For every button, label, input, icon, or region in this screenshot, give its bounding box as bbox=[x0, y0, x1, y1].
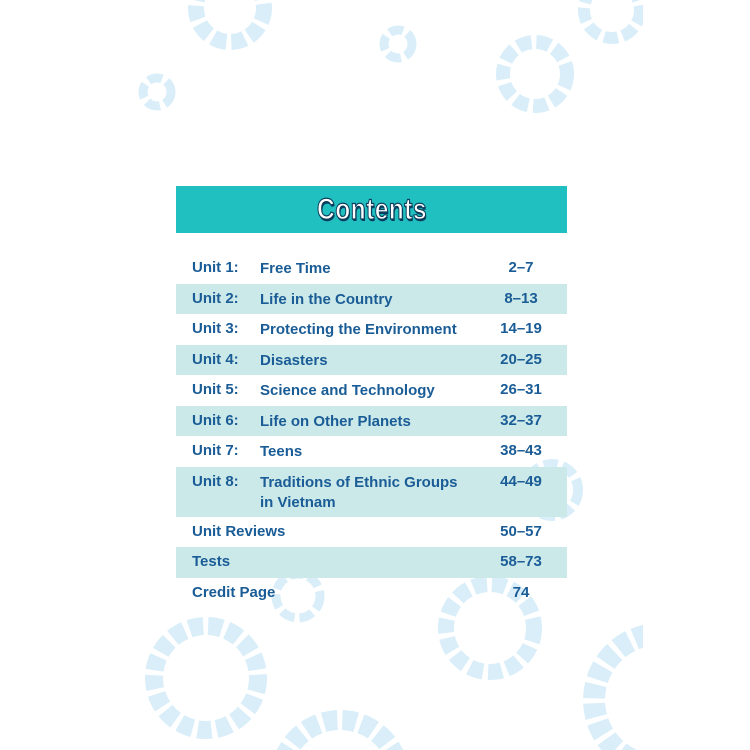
unit-number: Unit 8: bbox=[192, 472, 239, 490]
unit-title: Life on Other Planets bbox=[260, 412, 411, 430]
contents-row-unit-3 bbox=[176, 314, 567, 345]
unit-title: Teens bbox=[260, 443, 303, 460]
unit-title: Protecting the Environment bbox=[260, 321, 457, 338]
decor-ring bbox=[196, 0, 264, 42]
decor-ring bbox=[594, 634, 643, 750]
unit-title: Disasters bbox=[260, 351, 328, 369]
unit-number: Unit 7: bbox=[192, 442, 239, 459]
unit-number: Unit 4: bbox=[192, 350, 239, 368]
page-range: 50–57 bbox=[500, 522, 542, 540]
unit-title: Science and Technology bbox=[260, 382, 435, 399]
contents-row-unit-8 bbox=[176, 467, 567, 517]
unit-number: Unit 6: bbox=[192, 411, 239, 429]
unit-title bbox=[260, 473, 458, 513]
page-range: 44–49 bbox=[500, 472, 542, 490]
decor-ring bbox=[584, 0, 640, 38]
contents-row-tests bbox=[176, 547, 567, 578]
section-title: Tests bbox=[192, 553, 231, 570]
section-title: Credit Page bbox=[192, 583, 276, 601]
contents-row-unit-4 bbox=[176, 345, 567, 376]
contents-row-unit-7 bbox=[176, 436, 567, 467]
decor-ring bbox=[154, 626, 258, 730]
page-range: 74 bbox=[512, 583, 530, 601]
contents-row-unit-1 bbox=[176, 253, 567, 284]
page-range: 58–73 bbox=[500, 553, 542, 570]
contents-title: Contents bbox=[316, 192, 427, 226]
unit-title-line-1: Traditions of Ethnic Groups bbox=[260, 473, 458, 491]
page-range: 38–43 bbox=[500, 442, 542, 459]
contents-row-unit-reviews bbox=[176, 517, 567, 548]
decor-ring bbox=[503, 42, 567, 106]
unit-title: Life in the Country bbox=[260, 290, 393, 308]
contents-list bbox=[176, 253, 567, 608]
contents-row-credit-page bbox=[176, 578, 567, 609]
unit-title-line-2: in Vietnam bbox=[260, 493, 336, 511]
decor-ring bbox=[280, 720, 400, 750]
decor-ring bbox=[143, 78, 171, 106]
page-range: 2–7 bbox=[508, 259, 534, 276]
contents-row-unit-6 bbox=[176, 406, 567, 437]
unit-number: Unit 5: bbox=[192, 381, 239, 398]
page-range: 14–19 bbox=[500, 320, 542, 337]
contents-panel bbox=[176, 186, 567, 608]
page-range: 20–25 bbox=[500, 350, 542, 368]
unit-number: Unit 2: bbox=[192, 289, 239, 307]
contents-row-unit-2 bbox=[176, 284, 567, 315]
section-title: Unit Reviews bbox=[192, 522, 286, 540]
page-range: 8–13 bbox=[504, 289, 538, 307]
page-range: 26–31 bbox=[500, 381, 542, 398]
decor-ring bbox=[384, 30, 412, 58]
contents-row-unit-5 bbox=[176, 375, 567, 406]
unit-title: Free Time bbox=[260, 260, 331, 277]
contents-banner bbox=[176, 186, 567, 233]
page-range: 32–37 bbox=[500, 411, 542, 429]
unit-number: Unit 1: bbox=[192, 259, 239, 276]
unit-number: Unit 3: bbox=[192, 320, 239, 337]
